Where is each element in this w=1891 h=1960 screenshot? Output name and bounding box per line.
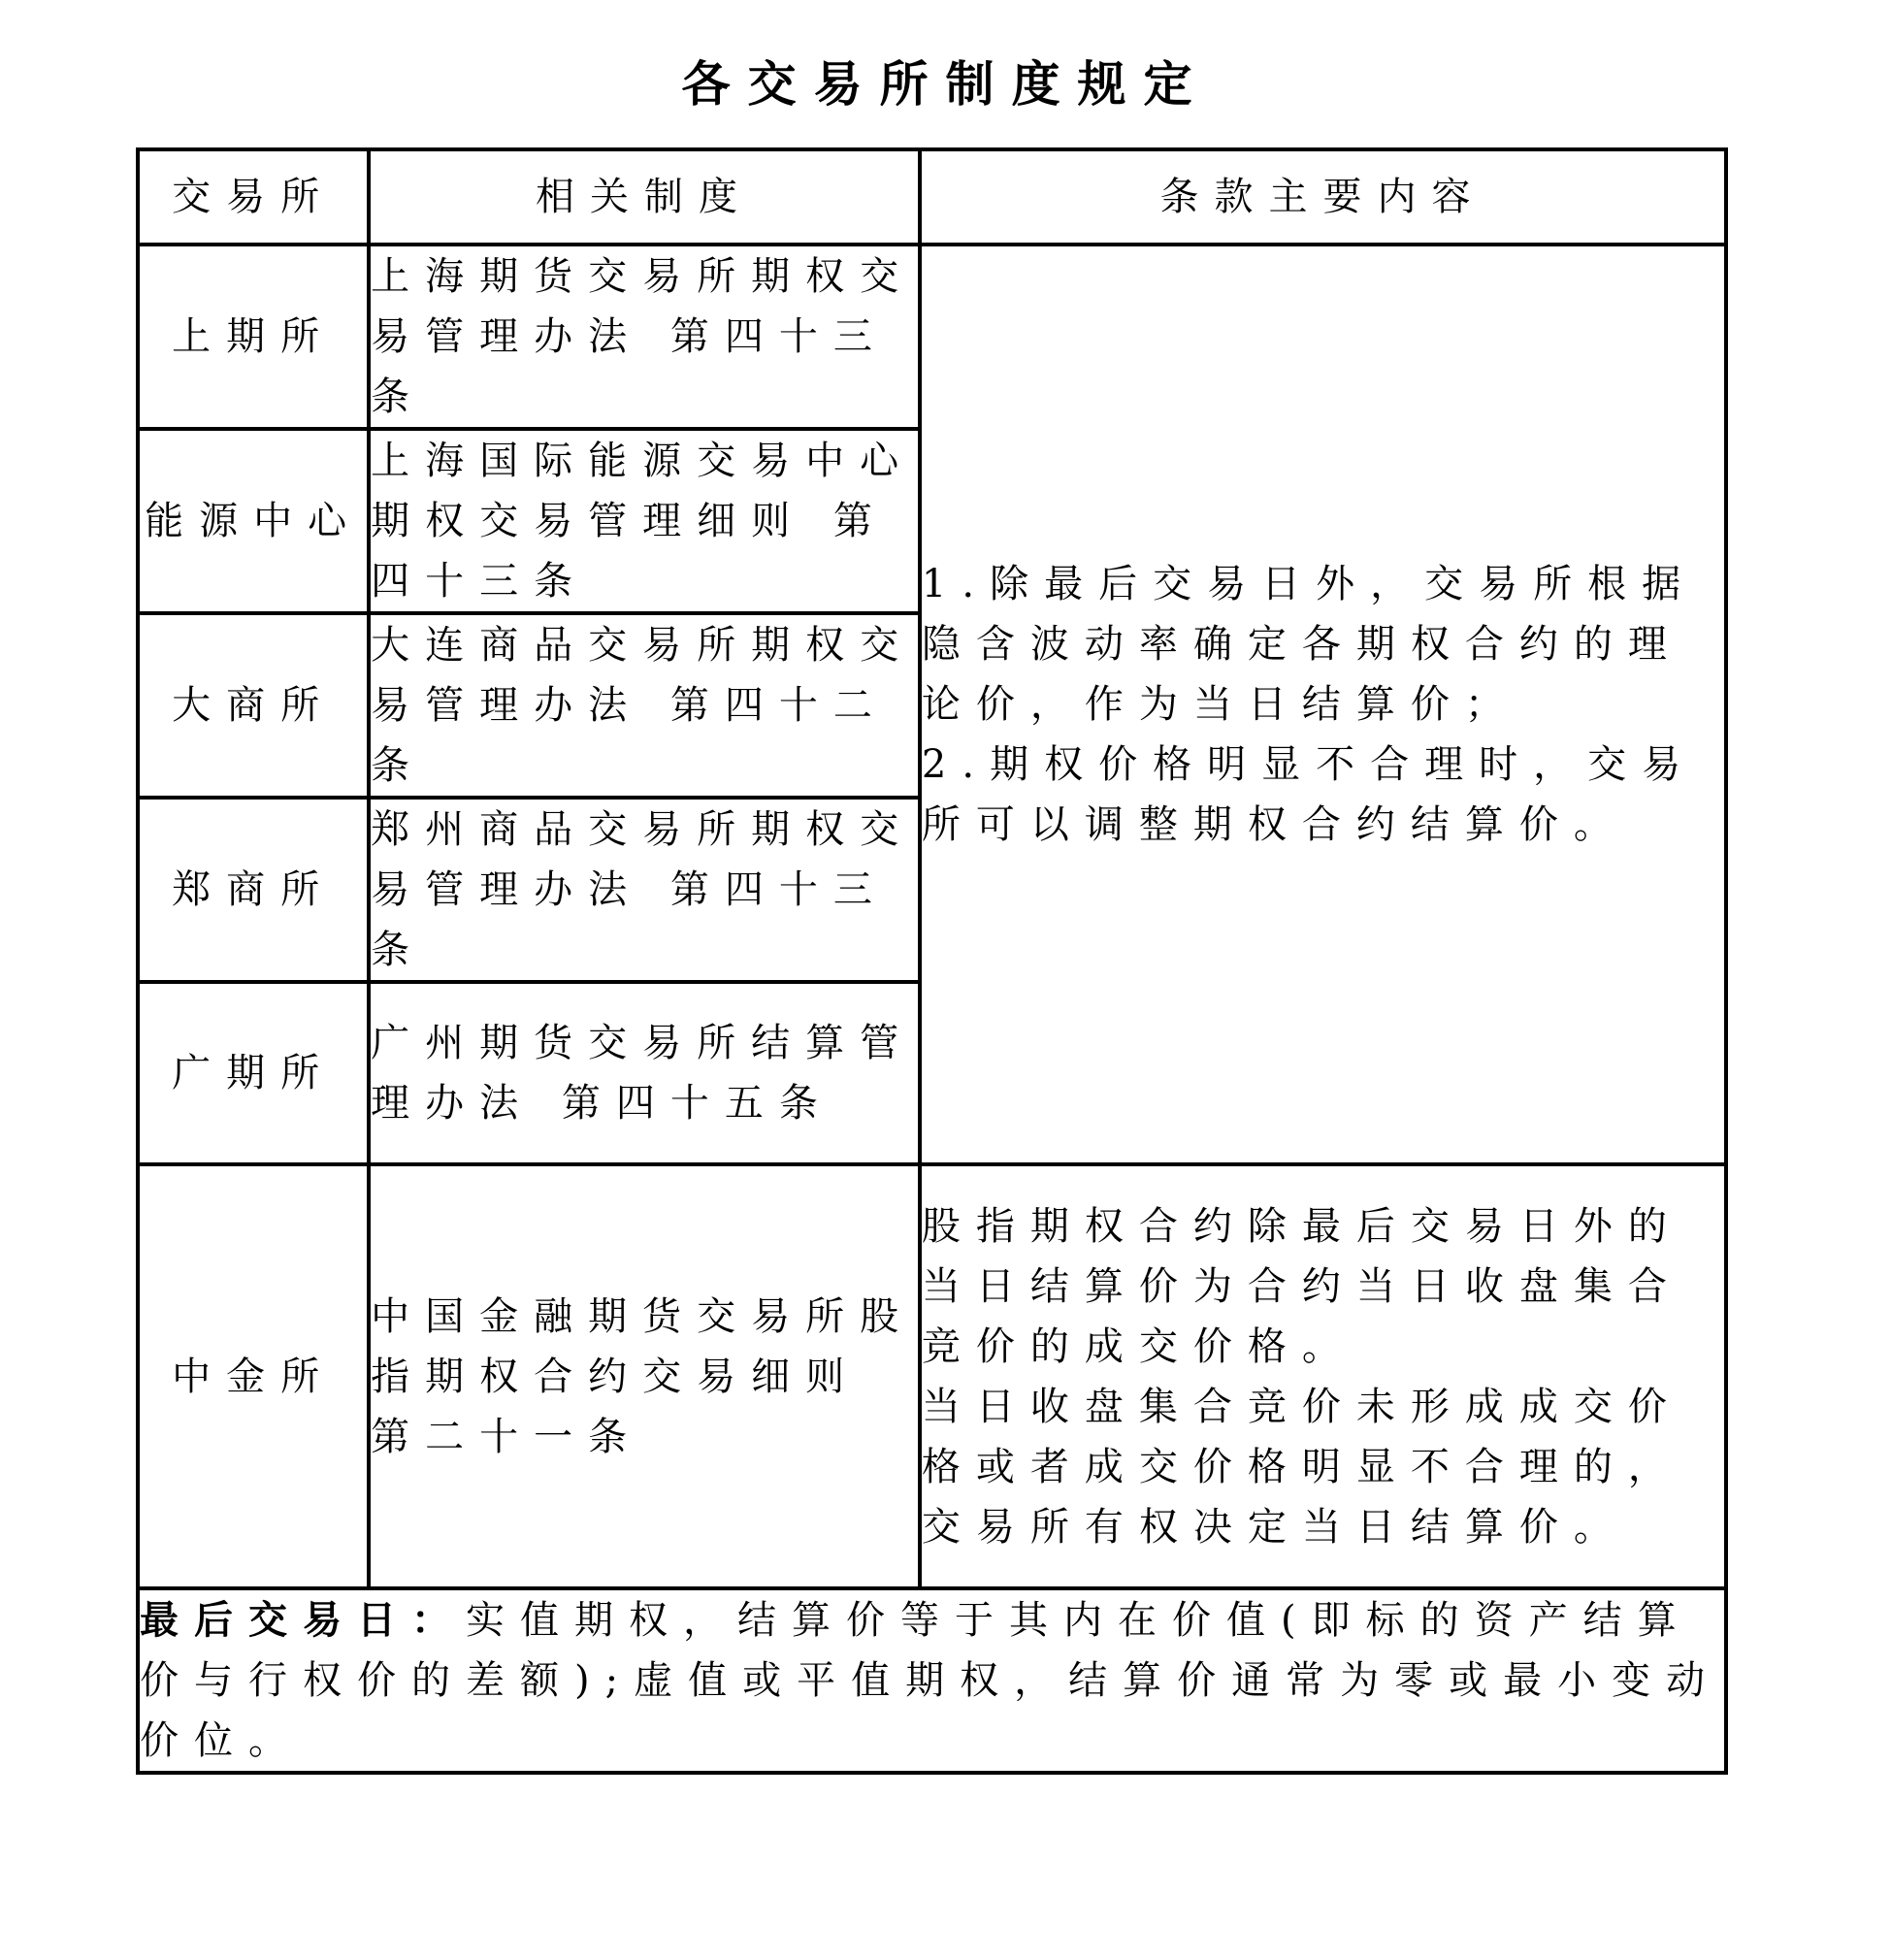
exchange-rules-table [136,147,1728,1775]
header-regulation: 相关制度 [369,149,920,245]
note-cell [138,1588,1726,1773]
regulation-cell: 大连商品交易所期权交易管理办法 第四十二条 [369,613,920,798]
exchange-cell: 广期所 [138,982,369,1164]
content-item: 1.除最后交易日外，交易所根据隐含波动率确定各期权合约的理论价，作为当日结算价； [921,562,1697,727]
exchange-cell: 能源中心 [138,429,369,613]
content-paragraph: 当日收盘集合竞价未形成成交价格或者成交价格明显不合理的，交易所有权决定当日结算价。 [921,1384,1682,1550]
header-exchange: 交易所 [138,149,369,245]
regulation-cell: 中国金融期货交易所股指期权合约交易细则 第二十一条 [369,1164,920,1588]
exchange-cell: 大商所 [138,613,369,798]
content-paragraph: 股指期权合约除最后交易日外的当日结算价为合约当日收盘集合竞价的成交价格。 [921,1203,1682,1369]
cffex-content-cell [920,1164,1726,1588]
note-row [138,1588,1726,1773]
header-content: 条款主要内容 [920,149,1726,245]
regulation-cell: 广州期货交易所结算管理办法 第四十五条 [369,982,920,1164]
regulation-cell: 上海国际能源交易中心期权交易管理细则 第四十三条 [369,429,920,613]
table-row [138,245,1726,429]
exchange-cell: 上期所 [138,245,369,429]
note-text: 实值期权，结算价等于其内在价值(即标的资产结算价与行权价的差额);虚值或平值期权，结算价通常为零或最小变动价位。 [140,1598,1721,1763]
regulation-cell: 上海期货交易所期权交易管理办法 第四十三条 [369,245,920,429]
document-title: 各交易所制度规定 [681,55,1210,113]
table-row [138,1164,1726,1588]
shared-content-cell [920,245,1726,1164]
note-label: 最后交易日： [140,1597,466,1643]
table-header-row [138,149,1726,245]
content-item: 2.期权价格明显不合理时，交易所可以调整期权合约结算价。 [921,742,1697,847]
exchange-cell: 郑商所 [138,798,369,982]
regulation-cell: 郑州商品交易所期权交易管理办法 第四十三条 [369,798,920,982]
exchange-cell: 中金所 [138,1164,369,1588]
